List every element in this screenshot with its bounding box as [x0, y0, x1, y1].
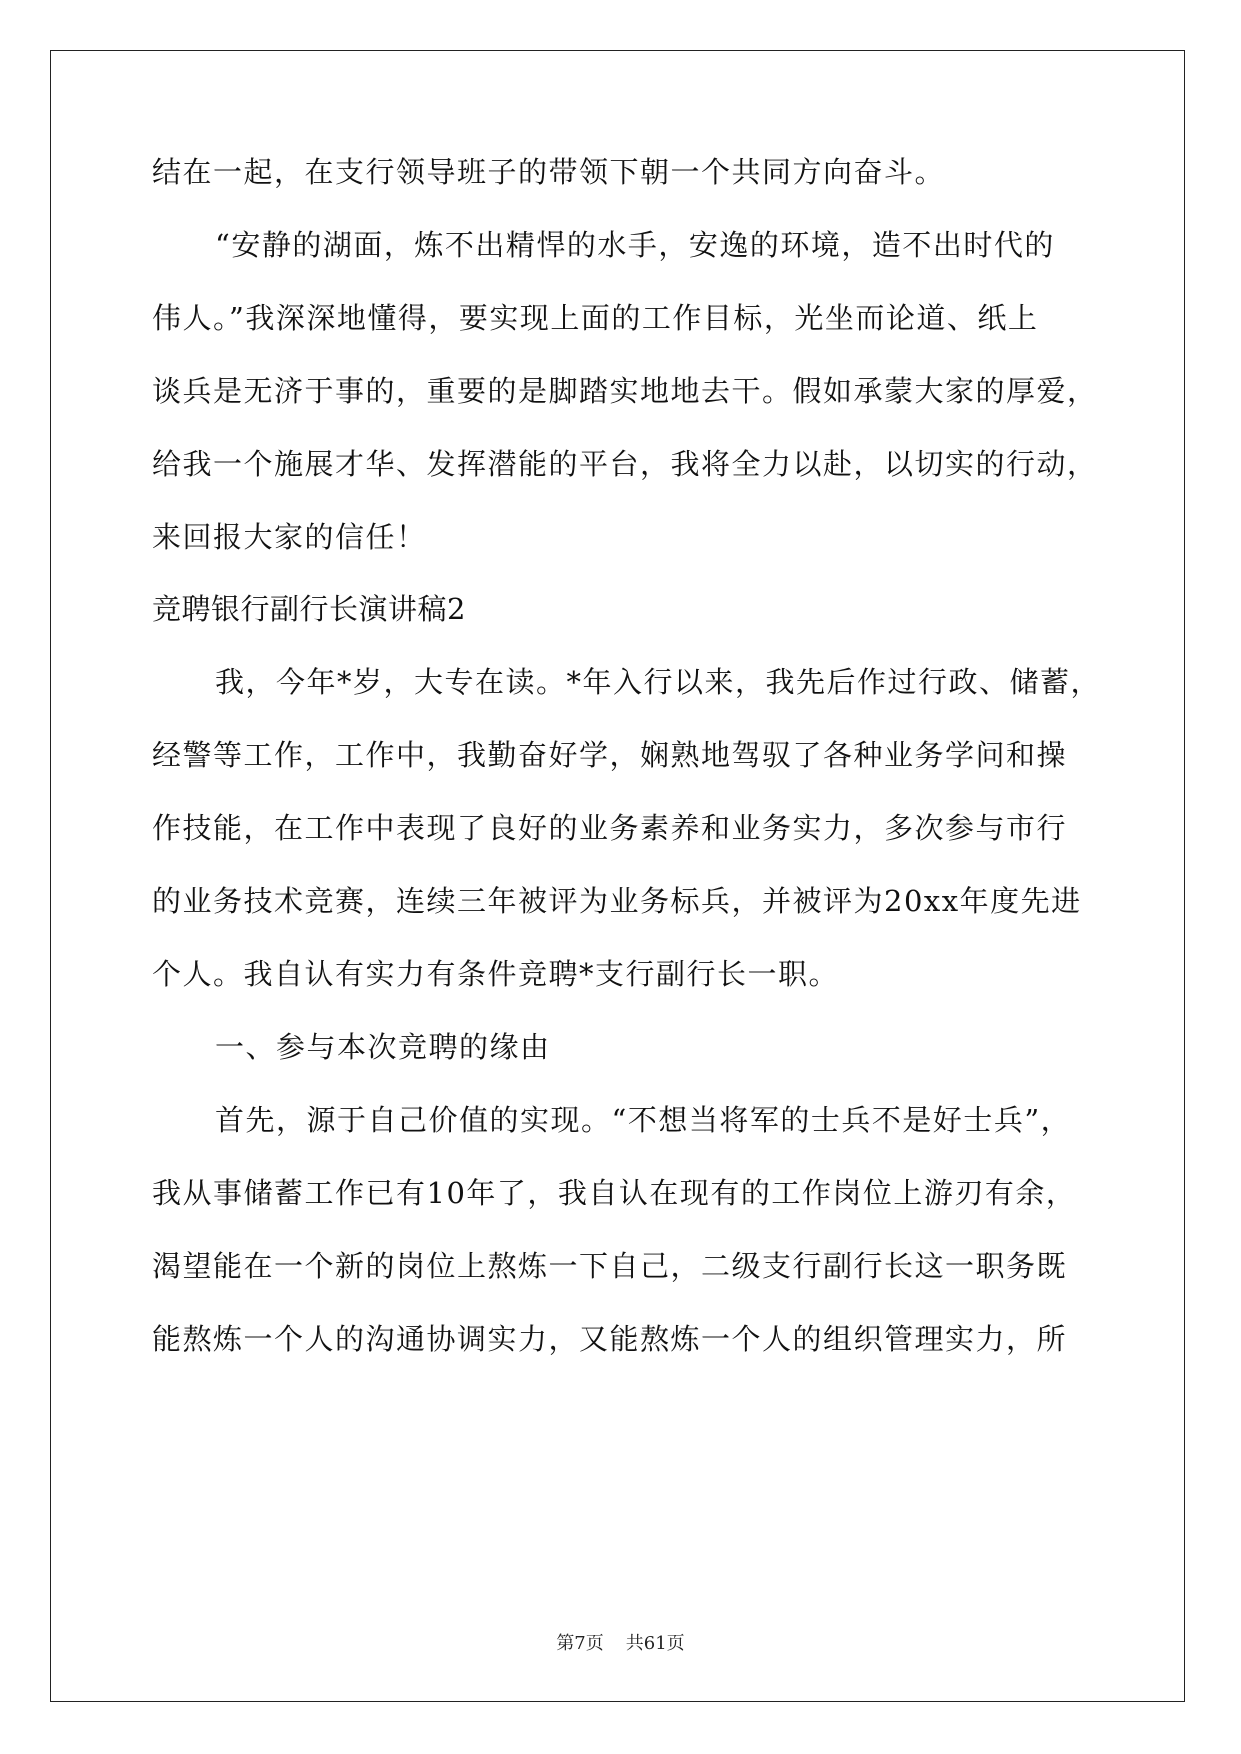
paragraph-line: 能熬炼一个人的沟通协调实力，又能熬炼一个人的组织管理实力，所 [152, 1322, 1068, 1356]
paragraph-line: “安静的湖面，炼不出精悍的水手，安逸的环境，造不出时代的 [215, 228, 1055, 262]
paragraph-line: 作技能，在工作中表现了良好的业务素养和业务实力，多次参与市行 [152, 811, 1068, 845]
subsection-heading: 一、参与本次竞聘的缘由 [215, 1030, 551, 1064]
paragraph-line: 伟人。”我深深地懂得，要实现上面的工作目标，光坐而论道、纸上 [152, 301, 1039, 335]
paragraph-line: 经警等工作，工作中，我勤奋好学，娴熟地驾驭了各种业务学问和操 [152, 738, 1068, 772]
page-footer [0, 1633, 1241, 1655]
paragraph-line: 我从事储蓄工作已有10年了，我自认在现有的工作岗位上游刃有余， [152, 1176, 1077, 1210]
paragraph-line: 来回报大家的信任！ [152, 520, 427, 554]
paragraph-line: 结在一起，在支行领导班子的带领下朝一个共同方向奋斗。 [152, 155, 946, 189]
paragraph-line: 给我一个施展才华、发挥潜能的平台，我将全力以赴，以切实的行动， [152, 447, 1098, 481]
paragraph-line: 渴望能在一个新的岗位上熬炼一下自己，二级支行副行长这一职务既 [152, 1249, 1068, 1283]
page-total: 共61页 [625, 1633, 685, 1654]
paragraph-line: 个人。我自认有实力有条件竞聘*支行副行长一职。 [152, 957, 840, 991]
page-number: 第7页 [556, 1633, 604, 1654]
paragraph-line: 的业务技术竞赛，连续三年被评为业务标兵，并被评为20xx年度先进 [152, 884, 1082, 918]
paragraph-line: 首先，源于自己价值的实现。“不想当将军的士兵不是好士兵”， [215, 1103, 1072, 1137]
paragraph-line: 谈兵是无济于事的，重要的是脚踏实地地去干。假如承蒙大家的厚爱， [152, 374, 1098, 408]
section-title: 竞聘银行副行长演讲稿2 [152, 592, 466, 626]
paragraph-line: 我，今年*岁，大专在读。*年入行以来，我先后作过行政、储蓄， [215, 665, 1102, 699]
